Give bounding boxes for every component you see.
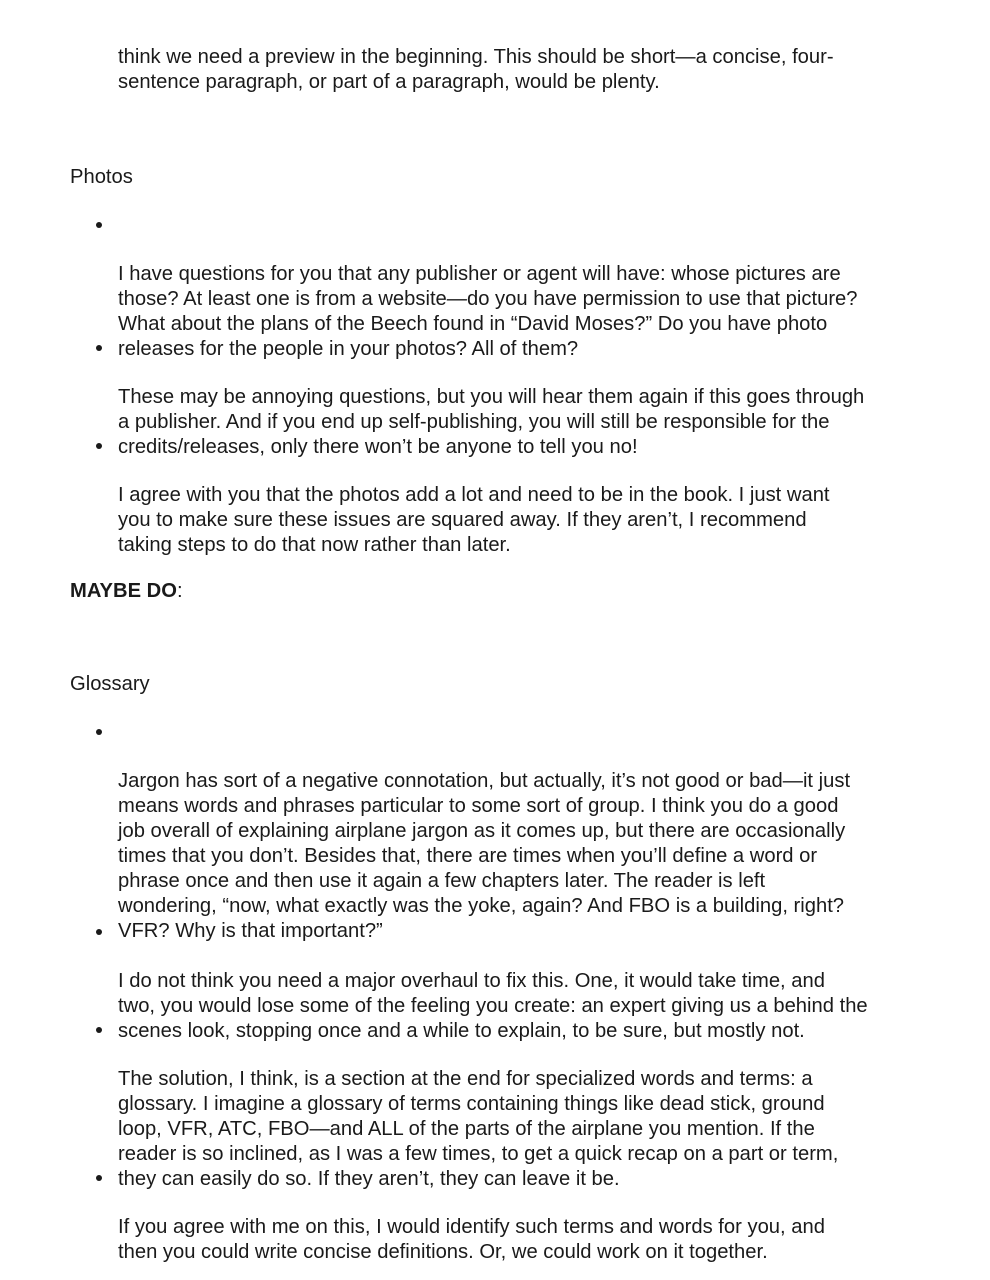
maybe-do-heading (70, 579, 183, 604)
photos-heading: Photos (70, 166, 133, 188)
list-item (118, 1165, 933, 1265)
bullet-icon (96, 929, 102, 935)
bullet-icon (96, 222, 102, 228)
list-item (118, 719, 933, 944)
bullet-icon (96, 729, 102, 735)
bullet-text: I agree with you that the photos add a lot and need to be in the book. I just want you to make sure these issues are squared away. If they aren’t, I recommend taking steps to do that now rather than later. (118, 484, 830, 556)
bullet-icon (96, 1027, 102, 1033)
bullet-icon (96, 443, 102, 449)
list-item (118, 433, 933, 558)
bullet-text: I have questions for you that any publisher or agent will have: whose pictures are those? At least one is from a website—do you have permission to use that picture? What about the plans of the Beech found in “David Moses?” Do you have photo releases for the people in your photos? All of them? (118, 263, 858, 360)
bullet-text: Jargon has sort of a negative connotation, but actually, it’s not good or bad—it just means words and phrases particular to some sort of group. I think you do a good job overall of explaining airplane jargon as it comes up, but there are occasionally times that you don’t. Besides that, there are times when you’ll define a word or phrase once and then use it again a few chapters later. The reader is left wondering, “now, what exactly was the yoke, again? And FBO is a building, right? VFR? Why is that important?” (118, 770, 851, 942)
maybe-do-suffix: : (176, 580, 183, 602)
bullet-text: I do not think you need a major overhaul to fix this. One, it would take time, and two, you would lose some of the feeling you create: an expert giving us a behind the scenes look, stopping once and a while to explain, to be sure, but mostly not. (118, 970, 868, 1042)
bullet-icon (96, 345, 102, 351)
intro-paragraph: think we need a preview in the beginning. This should be short—a concise, four- sentence paragraph, or part of a paragraph, would be plenty. (118, 46, 834, 93)
bullet-text: If you agree with me on this, I would identify such terms and words for you, and then you could write concise definitions. Or, we could work on it together. (118, 1216, 825, 1263)
glossary-heading: Glossary (70, 673, 150, 695)
bullet-text: These may be annoying questions, but you will hear them again if this goes through a publisher. And if you end up self-publishing, you will still be responsible for the credits/releases, only there won’t be anyone to tell you no! (118, 386, 865, 458)
bullet-icon (96, 1175, 102, 1181)
maybe-do-label: MAYBE DO (70, 580, 177, 602)
bullet-text: The solution, I think, is a section at the end for specialized words and terms: a glossary. I imagine a glossary of terms containing things like dead stick, ground loop, VFR, ATC, FBO—and ALL of the parts of the airplane you mention. If the reader is so inclined, as I was a few times, to get a quick recap on a part or term, they can easily do so. If they aren’t, they can leave it be. (118, 1068, 839, 1190)
